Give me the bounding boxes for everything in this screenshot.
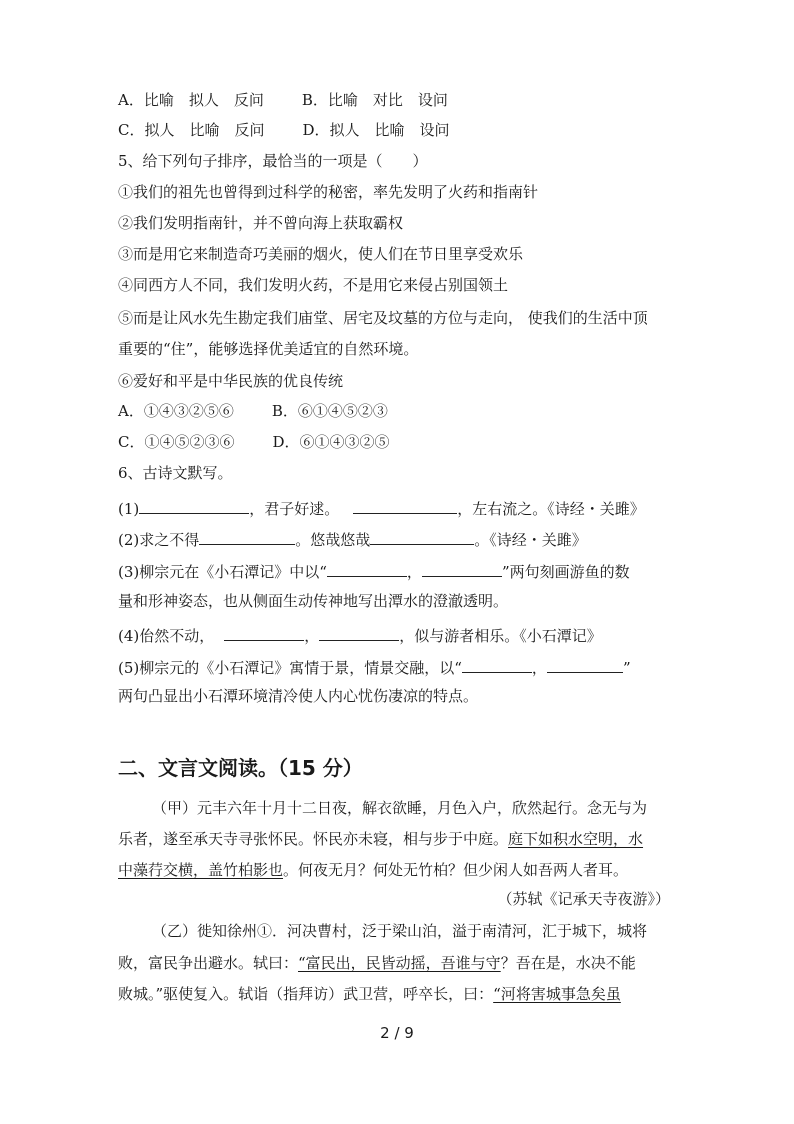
q6-item-1-text: ，君子好逑。 — [249, 500, 340, 518]
q6-item-4-comma: ， — [304, 627, 320, 645]
q5-option-a: A．①④③②⑤⑥ — [118, 402, 234, 420]
q6-item-2-source: 。《诗经・关雎》 — [474, 531, 587, 549]
q6-item-5-line2: 两句凸显出小石潭环境清冷使人内心忧伤凄凉的特点。 — [118, 687, 479, 705]
answer-blank[interactable] — [139, 497, 249, 514]
q6-item-5-label: (5)柳宗元的《小石潭记》寓情于景，情景交融，以“ — [118, 659, 462, 677]
answer-blank[interactable] — [353, 497, 457, 514]
q6-item-4-label: (4)佁然不动， — [118, 627, 215, 645]
section-heading: 二、文言文阅读。（15 分） — [118, 756, 363, 780]
q6-item-3-line2: 量和形神姿态，也从侧面生动传神地写出潭水的澄澈透明。 — [118, 592, 509, 610]
q6-item-2-label: (2)求之不得 — [118, 531, 200, 549]
answer-blank[interactable] — [327, 560, 407, 577]
q4-option-b: B．比喻 对比 设问 — [301, 91, 448, 109]
passage-jia-underlined: 中藻荇交横，盖竹柏影也 — [118, 861, 284, 879]
q6-item-5-quote: ” — [622, 659, 631, 677]
passage-jia-line3 — [118, 860, 628, 880]
q4-option-a: A．比喻 拟人 反问 — [118, 91, 264, 109]
answer-blank[interactable] — [422, 560, 502, 577]
passage-jia-underlined: 庭下如积水空明，水 — [508, 830, 644, 848]
passage-jia-line2 — [118, 829, 643, 849]
q5-sentence-4: ④同西方人不同，我们发明火药，不是用它来侵占别国领土 — [118, 276, 509, 294]
q6-item-4 — [118, 624, 602, 646]
passage-jia-line1: （甲）元丰六年十月十二日夜，解衣欲睡，月色入户，欣然起行。念无与为 — [152, 799, 648, 817]
passage-jia-text: 。何夜无月？何处无竹柏？但少闲人如吾两人者耳。 — [283, 861, 629, 879]
answer-blank[interactable] — [199, 528, 295, 545]
q6-item-2-text: 。悠哉悠哉 — [295, 531, 371, 549]
q6-item-2 — [118, 528, 587, 550]
q5-sentence-1: ①我们的祖先也曾得到过科学的秘密，率先发明了火药和指南针 — [118, 183, 539, 201]
passage-jia-source: （苏轼《记承天寺夜游》） — [497, 890, 670, 908]
q6-item-5-comma: ， — [531, 659, 547, 677]
answer-blank[interactable] — [547, 656, 623, 673]
q5-option-d: D．⑥①④③②⑤ — [272, 433, 390, 451]
q5-option-b: B．⑥①④⑤②③ — [271, 402, 388, 420]
q5-options-row2 — [118, 432, 390, 452]
passage-yi-text: ？吾在是，水决不能 — [500, 954, 636, 972]
answer-blank[interactable] — [462, 656, 532, 673]
q4-options-row1 — [118, 90, 448, 110]
q6-stem: 6、古诗文默写。 — [118, 464, 233, 482]
q5-options-row1 — [118, 401, 388, 421]
q6-item-4-source: ，似与游者相乐。《小石潭记》 — [399, 627, 602, 645]
q5-sentence-2: ②我们发明指南针，并不曾向海上获取霸权 — [118, 214, 404, 232]
q5-sentence-5-line1: ⑤而是让风水先生勘定我们庙堂、居宅及坟墓的方位与走向， 使我们的生活中顶 — [118, 309, 648, 327]
passage-yi-line1: （乙）徙知徐州①．河决曹村，泛于梁山泊，溢于南清河，汇于城下，城将 — [152, 922, 648, 940]
passage-yi-underlined: “河将害城事急矣虽 — [493, 985, 621, 1003]
answer-blank[interactable] — [370, 528, 474, 545]
passage-jia-text: 乐者，遂至承天寺寻张怀民。怀民亦未寝，相与步于中庭。 — [118, 830, 509, 848]
q6-item-1-source: ，左右流之。《诗经・关雎》 — [457, 500, 645, 518]
q6-item-5-line1 — [118, 656, 631, 678]
q6-item-3-line1 — [118, 560, 630, 582]
q6-item-3-label: (3)柳宗元在《小石潭记》中以“ — [118, 563, 327, 581]
q6-item-1-label: (1) — [118, 500, 140, 518]
q5-sentence-3: ③而是用它来制造奇巧美丽的烟火，使人们在节日里享受欢乐 — [118, 245, 524, 263]
passage-yi-text: 败城。”驱使复入。轼诣（指拜访）武卫营，呼卒长，曰： — [118, 985, 494, 1003]
q5-option-c: C．①④⑤②③⑥ — [118, 433, 235, 451]
q4-option-d: D．拟人 比喻 设问 — [302, 121, 450, 139]
passage-yi-text: 败，富民争出避水。轼曰： — [118, 954, 299, 972]
q5-stem: 5、给下列句子排序，最恰当的一项是（ ） — [118, 152, 428, 170]
answer-blank[interactable] — [319, 624, 399, 641]
q5-sentence-6: ⑥爱好和平是中华民族的优良传统 — [118, 372, 344, 390]
q4-option-c: C．拟人 比喻 反问 — [118, 121, 265, 139]
page-number: 2 / 9 — [380, 1024, 414, 1042]
q4-options-row2 — [118, 120, 450, 140]
passage-yi-underlined: “富民出，民皆动摇，吾谁与守 — [298, 954, 501, 972]
q6-item-1 — [118, 497, 645, 519]
q6-item-3-text: ”两句刻画游鱼的数 — [501, 563, 630, 581]
passage-yi-line3 — [118, 984, 621, 1004]
passage-yi-line2 — [118, 953, 636, 973]
answer-blank[interactable] — [224, 624, 304, 641]
q6-item-3-comma: ， — [406, 563, 422, 581]
q5-sentence-5-line2: 重要的“住”，能够选择优美适宜的自然环境。 — [118, 340, 419, 358]
